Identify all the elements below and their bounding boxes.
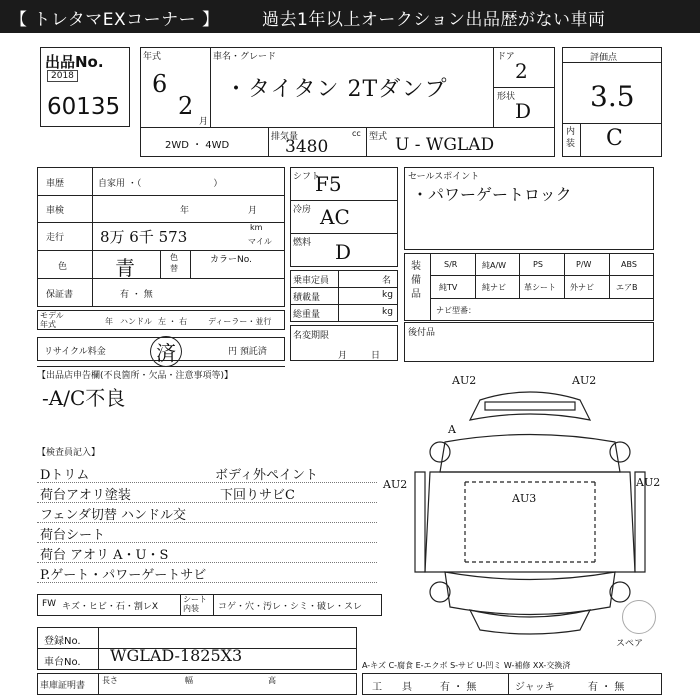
diagram-mark-6: AU3 xyxy=(512,492,537,505)
displacement-value: 3480 xyxy=(285,137,329,157)
lot-number: 60135 xyxy=(47,94,121,120)
inspector-note-r1: ボディ外ペイント xyxy=(215,468,318,483)
diagram-mark-2: AU2 xyxy=(572,374,597,387)
inspector-note-2: 荷台アオリ塗装 xyxy=(40,488,131,503)
diagram-mark-4: AU2 xyxy=(383,478,408,491)
equip-aw: 純A/W xyxy=(482,261,507,270)
riders-label: 乗車定員 xyxy=(293,276,330,286)
interior-value: C xyxy=(606,126,623,151)
history-label: 車歴 xyxy=(46,179,65,189)
year-label: 年式 xyxy=(143,52,162,62)
equip-leather: 革シート xyxy=(524,283,556,292)
model-label: 車名・グレード xyxy=(213,52,277,62)
equip-airbag: エアB xyxy=(616,283,638,292)
fw-value: キズ・ヒビ・石・割レX xyxy=(62,602,158,612)
equip-pw: P/W xyxy=(576,260,592,269)
recycle-unit: 円 預託済 xyxy=(228,347,267,357)
interior-label: 内装 xyxy=(566,127,576,149)
dealer-label: ディーラー・並行 xyxy=(208,317,272,326)
equipment-label: 装備品 xyxy=(411,261,421,300)
doors-value: 2 xyxy=(515,59,528,83)
tools-label: 工 具 xyxy=(372,682,412,693)
header-title-right: 過去1年以上オークション出品歴がない車両 xyxy=(262,10,606,30)
sales-label: セールスポイント xyxy=(408,172,480,182)
type-value: U - WGLAD xyxy=(395,135,495,155)
equip-ext-navi: 外ナビ xyxy=(570,283,594,292)
riders-unit: 名 xyxy=(382,276,392,286)
declaration-value: -A/C不良 xyxy=(42,386,126,410)
color-swap-label: 色替 xyxy=(170,253,178,273)
equip-navi: 純ナビ xyxy=(482,283,506,292)
month-unit: 月 xyxy=(199,117,209,127)
equip-ps: PS xyxy=(533,260,543,269)
chassis-value: WGLAD-1825X3 xyxy=(110,646,243,665)
inspector-note-1: Dトリム xyxy=(40,468,90,483)
displacement-unit: cc xyxy=(352,129,361,138)
score-label: 評価点 xyxy=(590,53,618,63)
equip-sr: S/R xyxy=(444,260,458,269)
handle-value: 左 ・ 右 xyxy=(158,317,188,326)
seat-value: コゲ・穴・汚レ・シミ・破レ・スレ xyxy=(218,602,363,612)
shift-label: シフト xyxy=(293,172,321,182)
drive-label: 2WD ・ 4WD xyxy=(165,140,230,151)
mileage-value: 8万 6千 573 xyxy=(100,228,188,246)
inspector-note-6: P.ゲート・パワーゲートサビ xyxy=(40,568,207,583)
diagram-mark-3: A xyxy=(448,423,456,436)
seat-label: シート内装 xyxy=(183,595,207,613)
warranty-value: 有 ・ 無 xyxy=(120,290,153,300)
handle-label: ハンドル xyxy=(120,317,152,326)
color-no-label: カラーNo. xyxy=(210,255,252,265)
tools-value: 有 ・ 無 xyxy=(440,682,477,693)
gross-unit: kg xyxy=(382,307,393,317)
recycle-label: リサイクル料金 xyxy=(44,347,106,357)
expiry-unit: 月日 xyxy=(338,351,405,361)
type-label: 型式 xyxy=(369,132,388,142)
mileage-label: 走行 xyxy=(46,233,65,243)
equip-abs: ABS xyxy=(621,260,637,269)
sales-value: ・パワーゲートロック xyxy=(412,185,572,204)
after-label: 後付品 xyxy=(408,328,436,338)
model-year-label: モデル年式 xyxy=(40,311,64,329)
load-label: 積載量 xyxy=(293,293,321,303)
recycle-value: 済 xyxy=(150,336,182,367)
inspector-note-5: 荷台 アオリ A・U・S xyxy=(40,548,169,563)
legend: A-キズ C-腐食 E-エクボ S-サビ U-凹ミ W-補修 XX-交換済 xyxy=(362,661,571,670)
gross-label: 総重量 xyxy=(293,310,321,320)
diagram-mark-5: AU2 xyxy=(636,476,661,489)
score-value: 3.5 xyxy=(590,80,635,113)
height-label: 高 xyxy=(268,676,276,685)
fuel-value: D xyxy=(335,240,352,264)
lot-box xyxy=(40,47,130,127)
month-value: 2 xyxy=(178,92,194,120)
equip-tv: 純TV xyxy=(439,283,458,292)
inspector-note-r2: 下回りサビC xyxy=(220,488,295,503)
after-box xyxy=(404,322,654,362)
declaration-label: 【出品店申告欄(不良箇所・欠品・注意事項等)】 xyxy=(37,371,234,381)
spare-label: スペア xyxy=(616,639,644,649)
header-bar xyxy=(0,0,700,33)
header-title-left: 【 トレタマEXコーナー 】 xyxy=(10,10,220,30)
length-label: 長さ xyxy=(102,676,118,685)
jack-value: 有 ・ 無 xyxy=(588,682,625,693)
navi-label: ナビ型番： xyxy=(436,306,476,315)
shape-label: 形状 xyxy=(497,92,516,102)
color-label: 色 xyxy=(58,262,68,272)
shift-value: F5 xyxy=(315,172,342,196)
diagram-mark-1: AU2 xyxy=(452,374,477,387)
inspection-year: 年 xyxy=(180,206,190,216)
spare-circle xyxy=(622,600,656,634)
warranty-label: 保証書 xyxy=(46,290,74,300)
inspector-note-4: 荷台シート xyxy=(40,528,106,543)
ac-label: 冷房 xyxy=(293,205,312,215)
fuel-label: 燃料 xyxy=(293,238,312,248)
shape-value: D xyxy=(515,99,532,123)
expiry-label: 名変期限 xyxy=(293,331,330,341)
doors-label: ドア xyxy=(497,52,515,62)
inspection-label: 車検 xyxy=(46,206,65,216)
model-year-unit: 年 xyxy=(105,317,113,326)
lot-label: 出品No. xyxy=(45,53,104,71)
reg-label: 登録No. xyxy=(44,636,81,647)
displacement-label: 排気量 xyxy=(271,132,299,142)
color-value: 青 xyxy=(115,256,135,280)
mileage-unit-km: km xyxy=(250,223,263,232)
model-value: ・タイタン 2Tダンプ xyxy=(225,77,448,102)
mileage-unit-mile: マイル xyxy=(248,237,272,246)
inspector-label: 【検査員記入】 xyxy=(37,448,101,458)
history-value: 自家用 ・（ ） xyxy=(98,179,223,189)
chassis-label: 車台No. xyxy=(44,657,81,668)
lot-year: 2018 xyxy=(47,70,78,82)
cert-label: 車庫証明書 xyxy=(40,681,86,691)
inspection-month: 月 xyxy=(248,206,258,216)
load-unit: kg xyxy=(382,290,393,300)
width-label: 幅 xyxy=(185,676,193,685)
inspector-note-3: フェンダ切替 ハンドル交 xyxy=(40,508,186,523)
jack-label: ジャッキ xyxy=(515,682,555,693)
fw-label: FW xyxy=(42,599,57,609)
year-value: 6 xyxy=(152,70,168,98)
ac-value: AC xyxy=(320,205,350,229)
